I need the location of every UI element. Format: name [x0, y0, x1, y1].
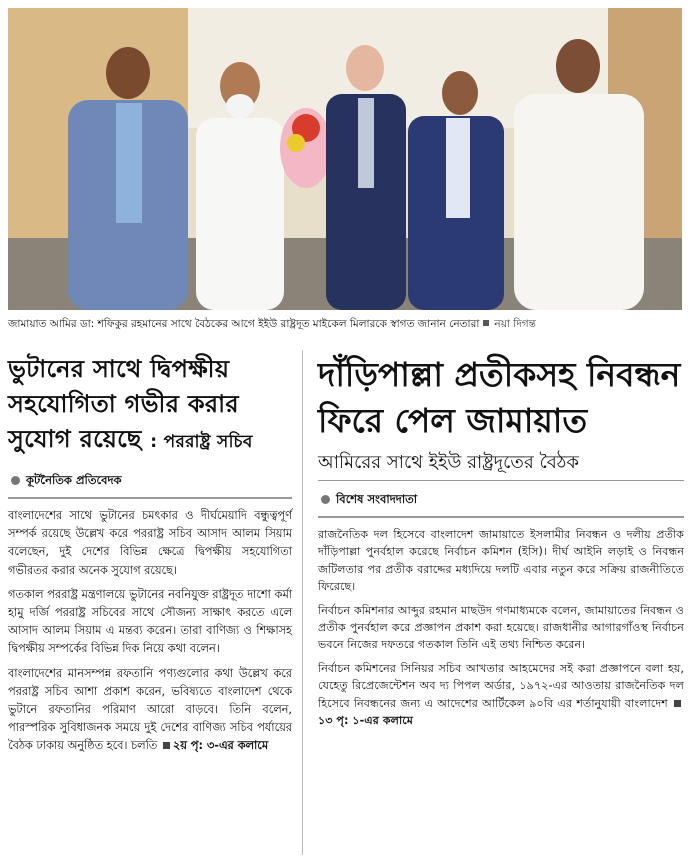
- news-photo: [8, 8, 682, 310]
- right-byline-text: বিশেষ সংবাদদাতা: [336, 492, 418, 506]
- left-headline-suffix: : পররাষ্ট্র সচিব: [150, 432, 253, 452]
- left-headline-text: ভুটানের সাথে দ্বিপক্ষীয় সহযোগিতা গভীর করার সুযোগ রয়েছে: [8, 355, 239, 453]
- left-headline[interactable]: [8, 352, 292, 460]
- right-headline[interactable]: দাঁড়িপাল্লা প্রতীকসহ নিবন্ধন ফিরে পেল জামায়াত: [318, 355, 681, 440]
- bullet-icon: [11, 476, 20, 485]
- right-paragraph-1: রাজনৈতিক দল হিসেবে বাংলাদেশ জামায়াতে ইসলামীর নিবন্ধন ও দলীয় প্রতীক দাঁড়িপাল্লা পুনর্বহাল করেছে নির্বাচন কমিশন (ইসি)। দীর্ঘ আইনি লড়াই ও নিবন্ধন জটিলতার পর প্রতীক বরাদ্দের মধ্যদিয়ে দলটি এবার নতুন করে সক্রিয় রাজনীতিতে ফিরেছে।: [318, 528, 684, 594]
- right-article: [318, 352, 684, 735]
- right-paragraph-3-text: নির্বাচন কমিশনের সিনিয়র সচিব আখতার আহমেদের সই করা প্রজ্ঞাপনে বলা হয়, যেহেতু রিপ্রেজেন্টেশন অব দ্য পিপল অর্ডার, ১৯৭২-এর আওতায় রাজনৈতিক দল হিসেবে নিবন্ধনের জন্য এ আদেশের আর্টিকেল ৯০বি এর শর্তানুযায়ী বাংলাদেশ: [318, 661, 684, 710]
- left-paragraph-3: [8, 665, 292, 756]
- photo-credit: নয়া দিগন্ত: [494, 318, 536, 330]
- caption-separator-icon: [483, 320, 489, 326]
- left-continuation[interactable]: ২য় পৃ: ৩-এর কলামে: [172, 739, 269, 753]
- right-body: [318, 526, 684, 729]
- left-paragraph-1: বাংলাদেশের সাথে ভুটানের চমৎকার ও দীর্ঘমেয়াদি বন্ধুত্বপূর্ণ সম্পর্ক রয়েছে উল্লেখ করে পররাষ্ট্র সচিব আসাদ আলম সিয়াম বলেছেন, দুই দেশের বিভিন্ন ক্ষেত্রে দ্বিপক্ষীয় সহযোগিতা গভীরতর করার অনেক সুযোগ রয়েছে।: [8, 509, 292, 577]
- right-continuation[interactable]: ১৩ পৃ: ১-এর কলামে: [318, 714, 413, 728]
- right-paragraph-3: [318, 660, 684, 730]
- right-byline: [318, 491, 684, 510]
- right-divider: [318, 516, 684, 518]
- caption-text: জামায়াত আমির ডা: শফিকুর রহমানের সাথে বৈঠকের আগে ইইউ রাষ্ট্রদূত মাইকেল মিলারকে স্বাগত জানান নেতারা: [8, 318, 480, 330]
- photo-caption: [8, 316, 682, 332]
- left-body: [8, 507, 292, 756]
- square-bullet-icon: [674, 700, 681, 707]
- left-article: [8, 352, 292, 762]
- left-divider: [8, 497, 292, 499]
- left-byline: [8, 472, 292, 491]
- right-paragraph-2: নির্বাচন কমিশনার আব্দুর রহমান মাছউদ গণমাধ্যমকে বলেন, জামায়াতের নিবন্ধন ও প্রতীক পুনর্বহাল করে প্রজ্ঞাপন প্রকাশ করা হয়েছে। রাজধানীর আগারগাঁওস্থ নির্বাচন ভবনে নিজের দফতরে গতকাল তিনি এই তথ্য নিশ্চিত করেন।: [318, 603, 684, 652]
- left-byline-text: কূটনৈতিক প্রতিবেদক: [26, 473, 122, 487]
- left-paragraph-2: গতকাল পররাষ্ট্র মন্ত্রণালয়ে ভুটানের নবনিযুক্ত রাষ্ট্রদূত দাশো কর্মা হামু দর্জি পররাষ্ট্র সচিবের সাথে সৌজন্য সাক্ষাৎ করতে এলে আসাদ আলম সিয়াম এ মন্তব্য করেন। তারা বাণিজ্য ও শিক্ষাসহ দ্বিপক্ষীয় সম্পর্কের বিভিন্ন দিক নিয়ে কথা বলেন।: [8, 587, 292, 656]
- right-subheadline: আমিরের সাথে ইইউ রাষ্ট্রদূতের বৈঠক: [318, 450, 684, 481]
- bullet-icon: [321, 495, 330, 504]
- square-bullet-icon: [163, 742, 170, 749]
- column-divider: [302, 350, 303, 855]
- left-paragraph-3-text: বাংলাদেশের মানসম্পন্ন রফতানি পণ্যগুলোর কথা উল্লেখ করে পররাষ্ট্র সচিব আশা প্রকাশ করেন, ভবিষ্যতে বাংলাদেশ থেকে ভুটানে রফতানির পরিমাণ আরো বাড়বে। তিনি বলেন, পারস্পরিক সুবিধাজনক সময়ে দুই দেশের বাণিজ্য সচিব পর্যায়ের বৈঠক ঢাকায় অনুষ্ঠিত হবে। চলতি: [8, 666, 292, 753]
